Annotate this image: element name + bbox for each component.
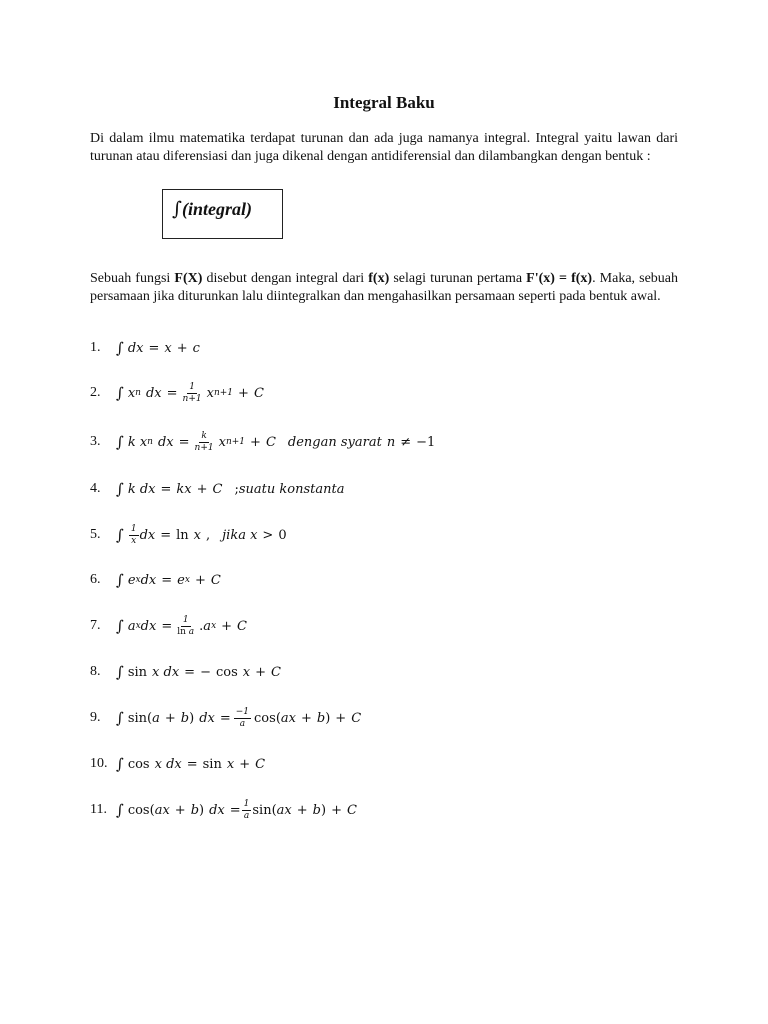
- formula-item: [90, 611, 247, 641]
- formula-expression: ∫ k dx = kx + C ; suatu konstanta: [116, 480, 345, 498]
- formula-expression: ∫ a x dx = $\frac{1}{\text{ln a}}$ . a x + C: [116, 614, 247, 637]
- formula-number: 2.: [90, 385, 101, 400]
- formula-item: [90, 427, 435, 457]
- formula-item: [90, 520, 287, 550]
- formula-expression: ∫ dx = x + c: [116, 339, 200, 357]
- formula-item: [90, 749, 265, 779]
- formula-number: 11.: [90, 802, 107, 817]
- formula-number: 10.: [90, 756, 108, 771]
- formula-number: 4.: [90, 481, 101, 496]
- formula-item: [90, 657, 281, 687]
- integral-sign: ∫: [172, 198, 182, 220]
- page-title: Integral Baku: [333, 93, 435, 112]
- formula-expression: ∫ cos x dx = sin x + C: [116, 755, 266, 773]
- formula-item: [90, 474, 344, 504]
- formula-item: [90, 703, 361, 733]
- formula-expression: ∫ x n dx = $\frac{1}{n+1}$ x n+1 + C: [116, 381, 264, 404]
- formula-item: [90, 795, 357, 825]
- formula-expression: ∫ sin ( a + b ) dx = $\frac{-1}{a}$ cos ( ax + b ) + C: [116, 706, 362, 729]
- formula-item: [90, 333, 200, 363]
- intro-paragraph: Di dalam ilmu matematika terdapat turunan dan ada juga namanya integral. Integral yaitu lawan dari turunan atau diferensiasi dan juga dikenal dengan antidiferensial dan dilambangkan dengan bentuk :: [90, 131, 678, 164]
- definition-paragraph: Sebuah fungsi F(X) disebut dengan integral dari f(x) selagi turunan pertama F'(x) = f(x). Maka, sebuah persamaan jika diturunkan lalu diintegralkan dan mengahasilkan persamaan seperti pada bentuk awal.: [90, 271, 678, 304]
- formula-number: 9.: [90, 710, 101, 725]
- formula-expression: ∫ cos ( ax + b ) dx = $\frac{1}{a}$ sin ( ax + b ) + C: [116, 798, 357, 821]
- formula-item: [90, 378, 264, 408]
- formula-number: 3.: [90, 434, 101, 449]
- formula-expression: ∫ sin x dx = − cos x + C: [116, 663, 281, 681]
- integral-symbol-box: [162, 189, 283, 239]
- formula-expression: ∫ $\frac{1}{x}$ dx = ln x , jika x > 0: [116, 523, 287, 546]
- formula-number: 8.: [90, 664, 101, 679]
- formula-number: 6.: [90, 572, 101, 587]
- formula-number: 1.: [90, 340, 101, 355]
- formula-number: 7.: [90, 618, 101, 633]
- formula-item: [90, 565, 221, 595]
- integral-label: (integral): [182, 199, 252, 219]
- formula-number: 5.: [90, 527, 101, 542]
- formula-expression: ∫ k x n dx = $\frac{k}{n+1}$ x n+1 + C dengan syarat n ≠ −1: [116, 430, 436, 453]
- formula-expression: ∫ e x dx = e x + C: [116, 571, 221, 589]
